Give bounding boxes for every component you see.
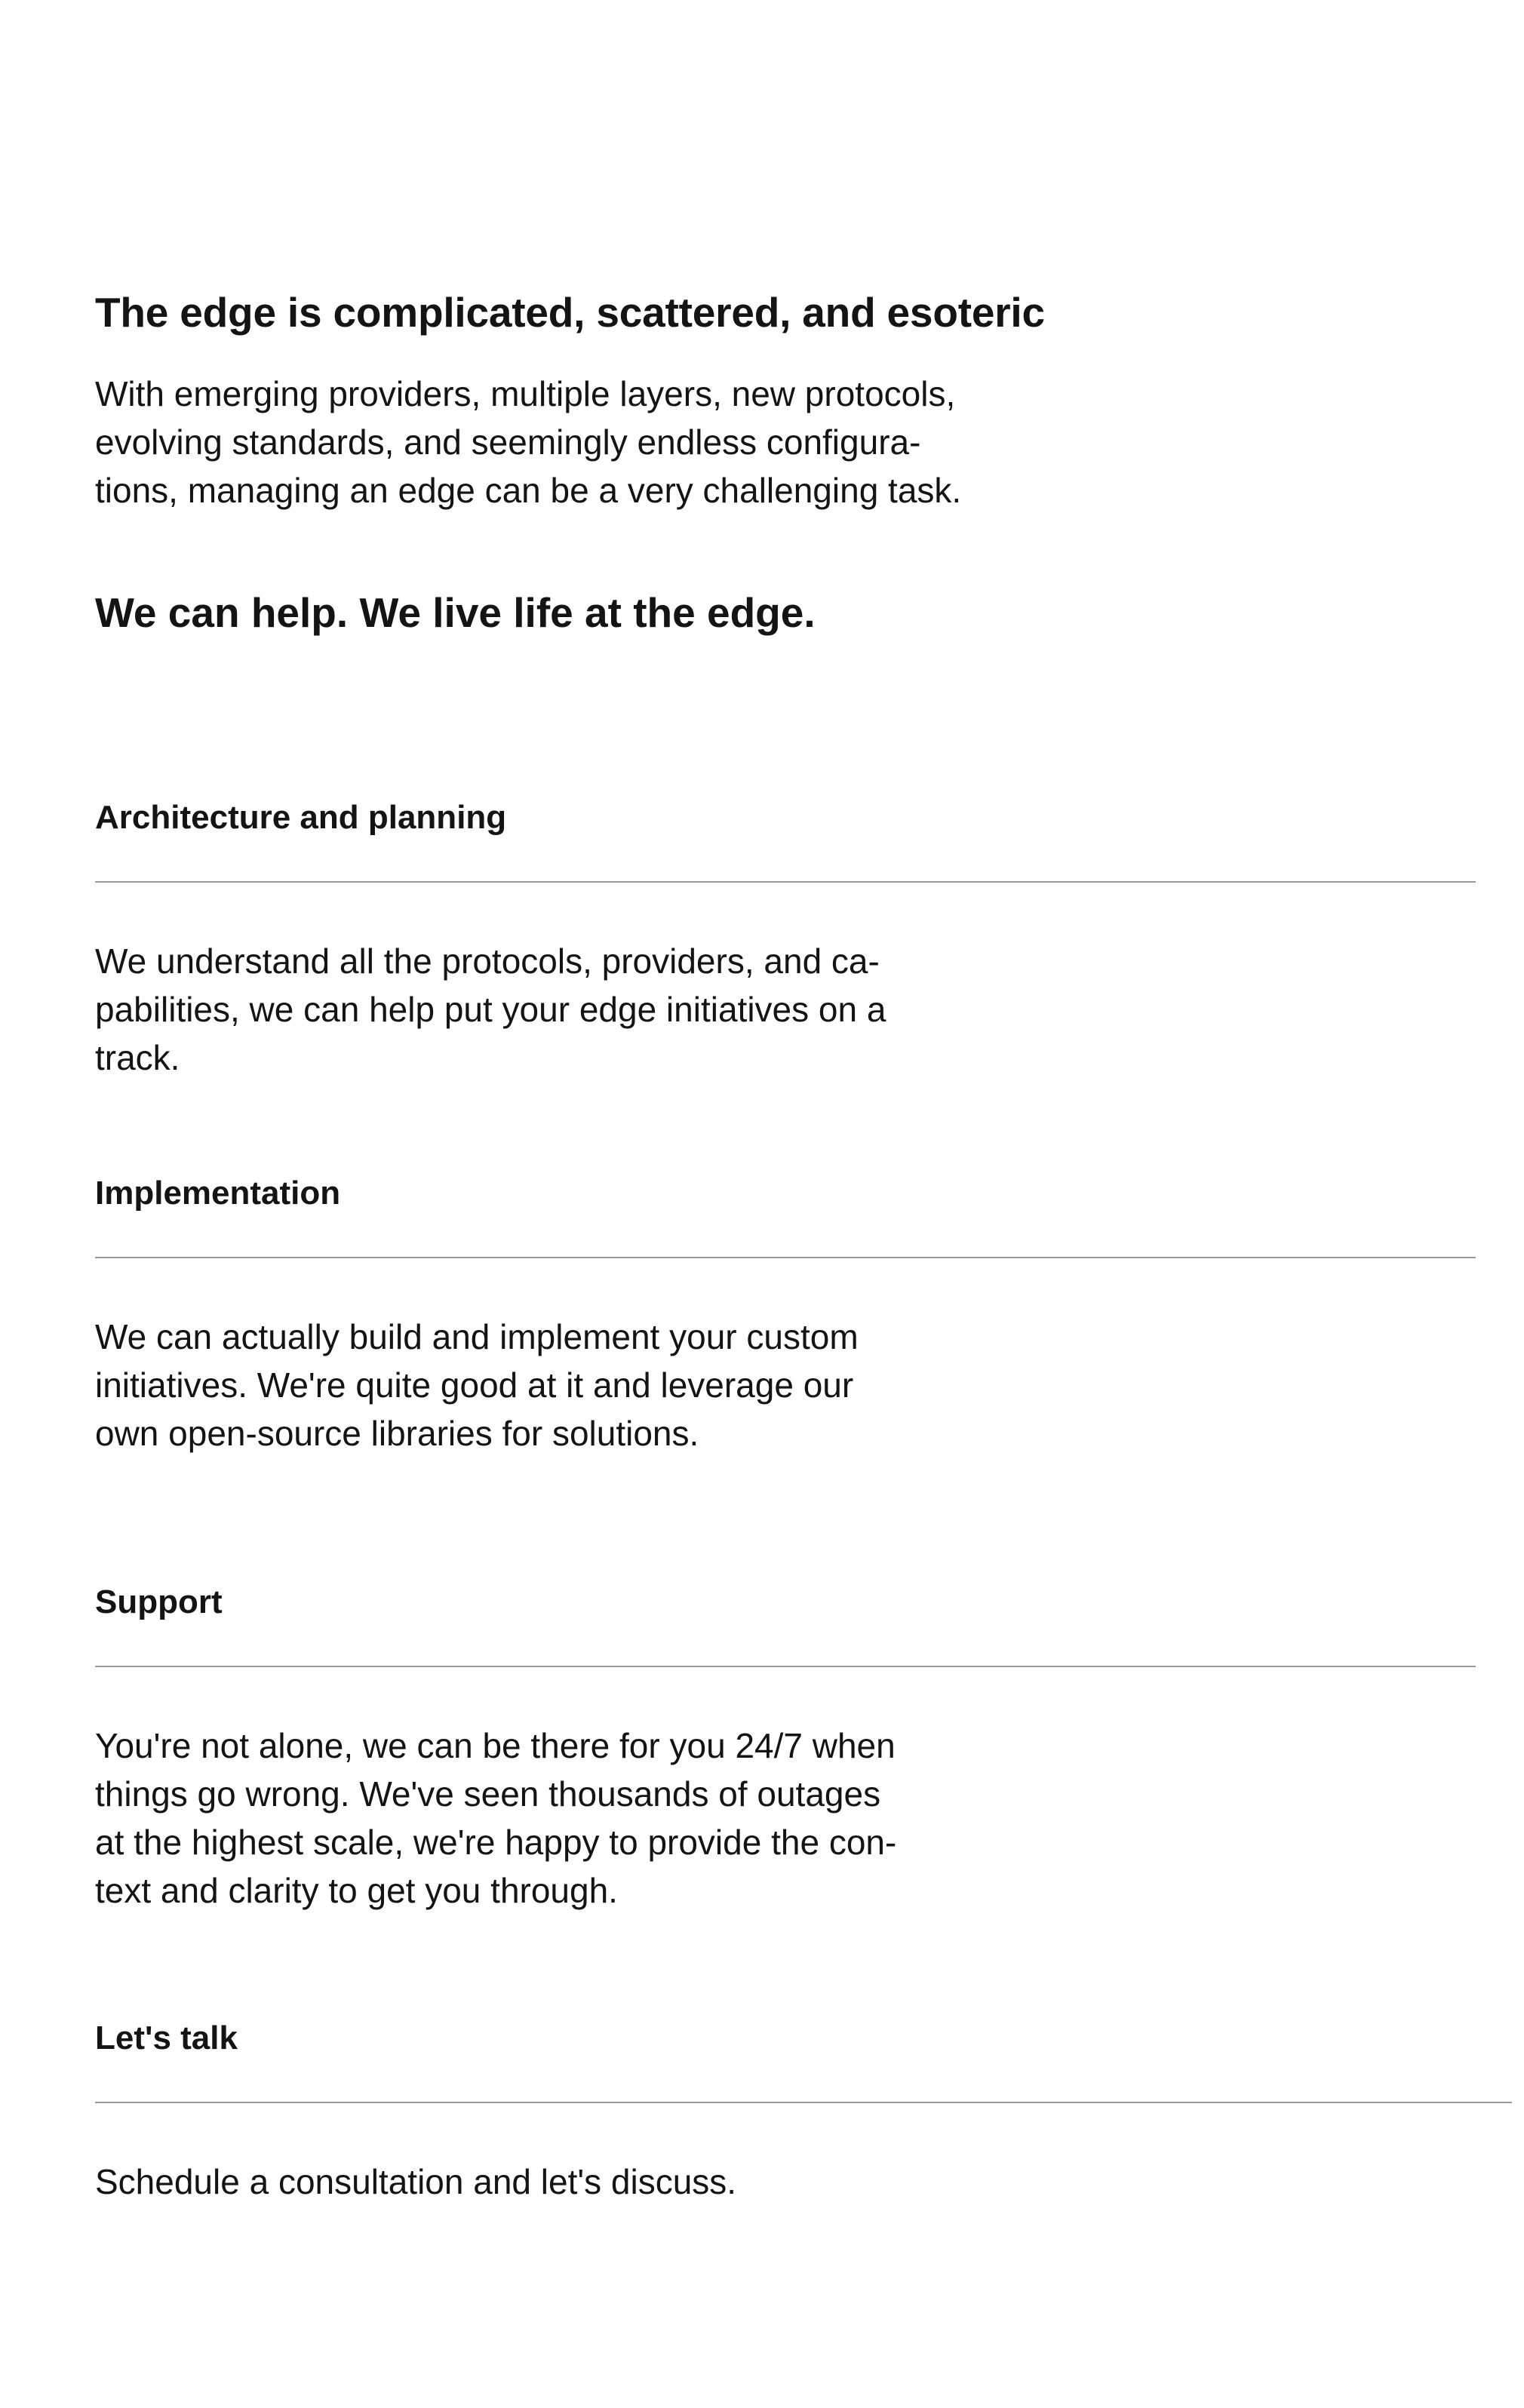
section-body-line: pabilities, we can help put your edge initiatives on a [95,990,886,1029]
section-heading-support: Support [95,1583,223,1620]
section-heading-lets-talk: Let's talk [95,2019,238,2056]
section-heading-implementation: Implementation [95,1175,341,1212]
section-body-lets-talk [95,2158,1031,2206]
hero-body-line: With emerging providers, multiple layers, new protocols, [95,374,956,413]
hero-body-line: tions, managing an edge can be a very challenging task. [95,471,962,510]
section-divider [95,1257,1476,1258]
section-body-line: text and clarity to get you through. [95,1871,618,1910]
section-body-line: own open-source libraries for solutions. [95,1414,699,1453]
section-body-line: at the highest scale, we're happy to provide the con- [95,1823,897,1862]
hero-tagline: We can help. We live life at the edge. [95,589,816,636]
section-body-line: track. [95,1038,180,1077]
section-body-line: Schedule a consultation and let's discuss. [95,2162,737,2201]
section-body-line: You're not alone, we can be there for you 24/7 when [95,1726,896,1765]
section-body-line: things go wrong. We've seen thousands of outages [95,1774,881,1814]
section-body-architecture [95,937,1031,1082]
section-body-implementation [95,1313,1031,1457]
section-divider [95,1666,1476,1667]
section-heading-architecture: Architecture and planning [95,799,507,836]
section-body-line: We can actually build and implement your custom [95,1317,859,1356]
section-body-support [95,1722,1046,1915]
section-body-line: initiatives. We're quite good at it and leverage our [95,1365,854,1405]
section-divider [95,881,1476,883]
section-body-line: We understand all the protocols, providers, and ca- [95,941,880,981]
hero-body-line: evolving standards, and seemingly endless configura- [95,422,921,462]
hero-body [95,370,1031,514]
hero-title: The edge is complicated, scattered, and esoteric [95,289,1045,336]
section-divider [95,2102,1512,2103]
